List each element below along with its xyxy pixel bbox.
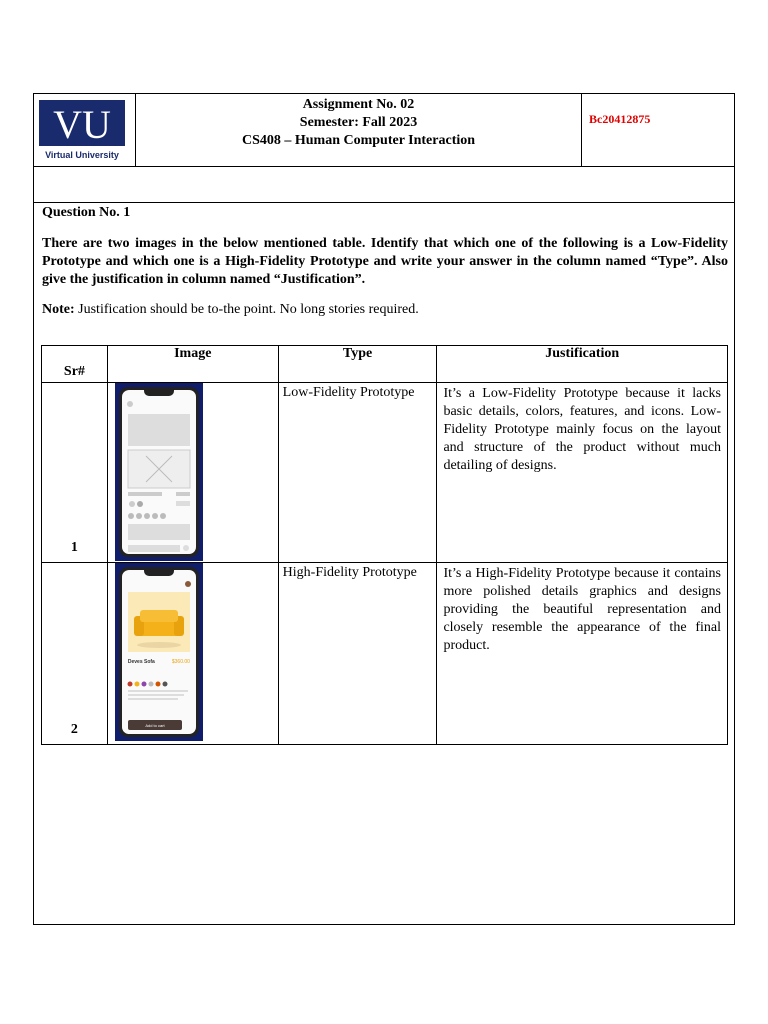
logo-cell [34,94,136,166]
question-heading: Question No. 1 [42,205,131,220]
question-text: There are two images in the below mentioned table. Identify that which one of the following is a Low-Fidelity Prototype and which one is a High-Fidelity Prototype and write your answer in the column named “Type”. Also give the justification in column named “Justification”. [42,236,728,287]
justification-cell: It’s a Low-Fidelity Prototype because it lacks basic details, colors, features, and icons. Low-Fidelity Prototype mainly focus on the layout and structure of the product without much detailing of designs. [437,383,728,563]
assignment-title: Assignment No. 02 [302,97,415,112]
image-cell [107,383,278,563]
table-row [42,563,728,745]
note-label: Note: [42,302,75,317]
hf-product-price: $360.00 [171,659,190,665]
logo-letters: VU [53,102,111,147]
student-id-cell [583,94,734,166]
table-header-row [42,346,728,383]
sr-cell: 1 [42,383,108,563]
header-type: Type [278,346,437,383]
table-row [42,383,728,563]
note-text: Justification should be to-the point. No long stories required. [74,302,419,317]
image-cell [107,563,278,745]
header-image: Image [107,346,278,383]
low-fidelity-phone-image [115,383,203,561]
prototype-table [41,345,728,745]
vu-logo [39,98,131,162]
hf-cart-button: Add to cart [145,723,165,728]
high-fidelity-phone-image [115,563,203,741]
question-section [42,204,728,319]
header-justification: Justification [437,346,728,383]
title-cell [136,94,582,166]
student-id: Bc20412875 [589,112,651,126]
sr-cell: 2 [42,563,108,745]
empty-row [34,167,734,203]
type-cell: Low-Fidelity Prototype [278,383,437,563]
semester-title: Semester: Fall 2023 [299,115,418,130]
note [42,301,728,319]
type-cell: High-Fidelity Prototype [278,563,437,745]
hf-product-name: Deves Sofa [127,659,155,665]
justification-cell: It’s a High-Fidelity Prototype because it contains more polished details graphics and designs providing the beautiful representation and closely resemble the appearance of the final product. [437,563,728,745]
header-sr: Sr# [42,346,108,383]
course-title: CS408 – Human Computer Interaction [241,133,476,148]
header-row [34,94,734,167]
logo-caption: Virtual University [45,150,119,160]
